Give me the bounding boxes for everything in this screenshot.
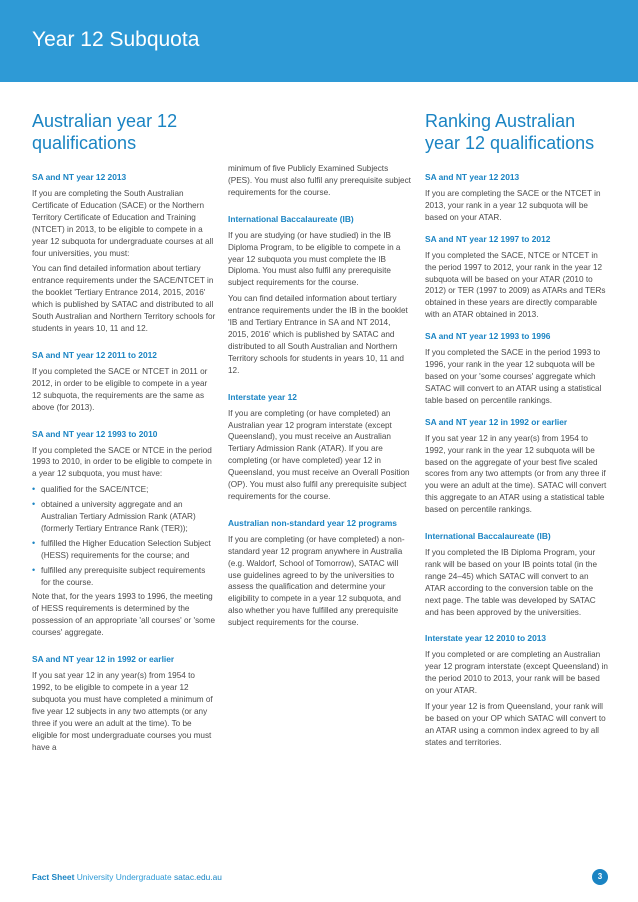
subheading: SA and NT year 12 1993 to 2010 — [32, 428, 158, 439]
paragraph: minimum of five Publicly Examined Subjects (PES). You must also fulfil any prerequisite subject requirements for the course. — [228, 164, 411, 197]
footer-website-link[interactable]: satac.edu.au — [173, 872, 222, 882]
bullet-icon: • — [32, 499, 36, 510]
paragraph: If you completed the SACE or NTCE in the period 1993 to 2010, in order to be eligible to compete in a year 12 subquota, you must have: — [32, 445, 212, 479]
bullet-icon: • — [32, 564, 36, 575]
section-heading: Ranking Australian year 12 qualifications — [425, 111, 595, 153]
subheading: Interstate year 12 2010 to 2013 — [425, 633, 547, 644]
subheading: SA and NT year 12 2013 — [32, 172, 127, 182]
bullet-icon: • — [32, 537, 36, 548]
paragraph: If you sat year 12 in any year(s) from 1954 to 1992, your rank in the year 12 subquota will be based on the aggregate of your best five scaled scores from any two attempts (or from any three if you were an adult at the time). SATAC will convert this aggregate to an ATAR using a statistical table based on percentile rankings. — [425, 433, 607, 515]
page-number: 3 — [592, 869, 608, 885]
subheading: International Baccalaureate (IB) — [425, 531, 551, 542]
subheading: Australian non-standard year 12 programs — [228, 517, 397, 528]
paragraph: If you are completing the South Australian Certificate of Education (SACE) or the Northern Territory Certificate of Education and Training (NTCET) in 2013, to be eligible to compete in a year 12 subquota for undergraduate courses at all four universities, you must: — [32, 189, 214, 258]
page-title: Year 12 Subquota — [32, 28, 200, 51]
subheading: SA and NT year 12 in 1992 or earlier — [425, 416, 568, 427]
paragraph: If you completed the SACE in the period 1993 to 1996, your rank in the year 12 subquota will be based on your 'some courses' aggregate which SATAC will convert to an ATAR using a statistical table based on percentile rankings. — [425, 348, 602, 405]
list-item: • obtained a university aggregate and an Australian Tertiary Admission Rank (ATAR) (formerly Tertiary Entrance Rank (TER)); — [32, 499, 196, 533]
subheading: SA and NT year 12 2011 to 2012 — [32, 349, 157, 360]
paragraph: If your year 12 is from Queensland, your rank will be based on your OP which SATAC will convert to an ATAR using a common index agreed to by all states and territories. — [425, 702, 606, 747]
paragraph: Note that, for the years 1993 to 1996, the meeting of HESS requirements is determined by the possession of an appropriate 'all courses' or 'some courses' aggregate. — [32, 592, 216, 638]
subheading: SA and NT year 12 in 1992 or earlier — [32, 654, 175, 665]
requirements-list — [32, 484, 217, 588]
subheading: SA and NT year 12 1993 to 1996 — [425, 331, 551, 342]
list-item: • fulfilled any prerequisite subject requirements for the course. — [32, 564, 206, 587]
paragraph: If you sat year 12 in any year(s) from 1954 to 1992, to be eligible to compete in a year 12 subquota you must have completed a minimum of five year 12 subjects in any two attempts (or any three if you were an adult at the time). To be eligible for most undergraduate courses you must have a — [32, 671, 213, 752]
paragraph: If you are studying (or have studied) in the IB Diploma Program, to be eligible to compete in a year 12 subquota you must complete the IB Diploma. You must also fulfil any prerequisite subject requirements for the course. — [228, 230, 401, 288]
column-continued — [228, 163, 413, 633]
paragraph: If you are completing (or have completed) a non-standard year 12 program anywhere in Australia (e.g. Waldorf, School of Tomorrow), SATAC will use guidelines agreed to by the universities to assess the qualification and determine your eligibility to compete in a year 12 subquota, and also whether you have fulfilled any prerequisite subject requirements for the course. — [228, 534, 405, 628]
list-item: • fulfilled the Higher Education Selection Subject (HESS) requirements for the course; and — [32, 537, 211, 560]
paragraph: If you completed the SACE, NTCE or NTCET in the period 1997 to 2012, your rank in the year 12 subquota will be based on your ATAR (2010 to 2012) or TER (1997 to 2009) as ATARs and TERs obtained in these years are directly comparable with an ATAR obtained in 2013. — [425, 250, 606, 320]
subheading: International Baccalaureate (IB) — [228, 213, 354, 224]
paragraph: If you are completing (or have completed) an Australian year 12 program interstate (except Queensland), you must receive an Australian Tertiary Admission Rank (ATAR). If you are completing (or have completed) year 12 in Queensland, you must receive an Overall Position (OP). You must also fulfil any prerequisite subject requirements for the course. — [228, 408, 410, 501]
header-banner — [0, 0, 638, 82]
paragraph: If you completed or are completing an Australian year 12 program interstate (except Queensland) in the period 2010 to 2013, your rank will be based on your ATAR. — [425, 650, 608, 696]
bullet-icon: • — [32, 484, 36, 495]
paragraph: You can find detailed information about tertiary entrance requirements under the IB in the booklet 'IB and Tertiary Entrance in SA and NT 2014, 2015, 2016' which is published by SATAC and distributed to all South Australian and Northern Territory schools for students in years 10, 11 and 12. — [228, 294, 408, 375]
paragraph: You can find detailed information about tertiary entrance requirements under the SACE/NTCET in the booklet 'Tertiary Entrance 2014, 2015, 2016' which is published by SATAC and distributed to all South Australian and Northern Territory schools for students in years 10, 11 and 12. — [32, 264, 216, 333]
subheading: SA and NT year 12 2013 — [425, 172, 520, 182]
paragraph: If you completed the SACE or NTCET in 2011 or 2012, in order to be eligible to compete in a year 12 subquota, the requirements are the same as above (for 2013). — [32, 366, 208, 412]
subheading: SA and NT year 12 1997 to 2012 — [425, 233, 551, 244]
section-heading: Australian year 12 qualifications — [32, 111, 178, 153]
footer — [32, 870, 612, 884]
column-australian-qualifications — [32, 110, 217, 757]
list-item: • qualified for the SACE/NTCE; — [32, 484, 149, 495]
paragraph: If you are completing the SACE or the NTCET in 2013, your rank in a year 12 subquota will be based on your ATAR. — [425, 189, 601, 222]
footer-sublabel: University Undergraduate — [76, 872, 172, 882]
subheading: Interstate year 12 — [228, 391, 297, 402]
paragraph: If you completed the IB Diploma Program, your rank will be based on your IB points total (in the range 24–45) which SATAC will convert to an ATAR according to the conversion table on the next page. The table was developed by SATAC and has been approved by the universities. — [425, 548, 598, 617]
column-ranking — [425, 110, 610, 753]
footer-label: Fact Sheet — [32, 872, 75, 882]
